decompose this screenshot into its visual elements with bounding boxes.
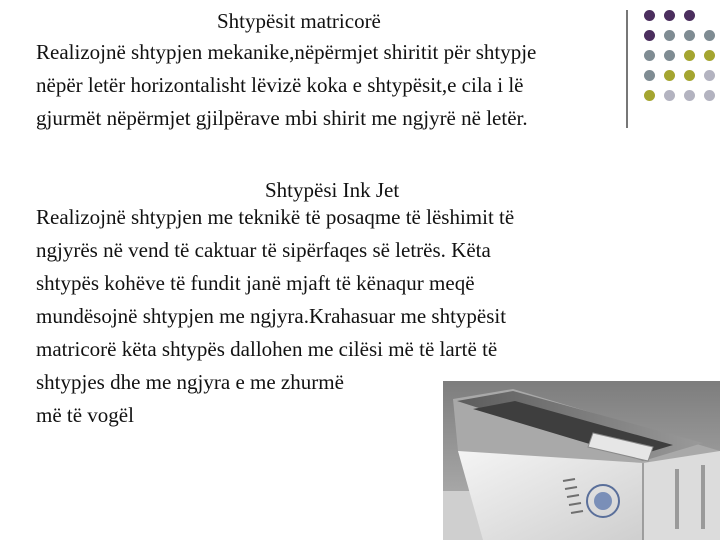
section1-line: nëpër letër horizontalisht lëvizë koka e shtypësit,e cila i lë (36, 73, 524, 97)
decor-dot (684, 30, 695, 41)
divider-line (626, 10, 628, 128)
decor-dot (644, 90, 655, 101)
decor-dot (664, 90, 675, 101)
decor-dot (644, 30, 655, 41)
decor-dot (684, 50, 695, 61)
decor-dot (704, 50, 715, 61)
decor-dot (704, 90, 715, 101)
section2-line: Realizojnë shtypjen me teknikë të posaqme të lëshimit të (36, 205, 515, 229)
printer-illustration (443, 381, 720, 540)
section2-line: matricorë këta shtypës dallohen me cilësi më të lartë të (36, 337, 498, 361)
decor-dot (644, 50, 655, 61)
section2-line: mundësojnë shtypjen me ngjyra.Krahasuar me shtypësit (36, 304, 507, 328)
decor-dot (664, 30, 675, 41)
printer-photo (443, 381, 720, 540)
section1-line: Realizojnë shtypjen mekanike,nëpërmjet shiritit për shtypje (36, 40, 537, 64)
section1-heading: Shtypësit matricorë (217, 9, 381, 33)
section2-line: më të vogël (36, 403, 134, 427)
decor-dot (684, 90, 695, 101)
decor-dot (644, 70, 655, 81)
decor-dot (704, 30, 715, 41)
decor-dot (704, 70, 715, 81)
section1-body (36, 36, 536, 135)
section1-line: gjurmët nëpërmjet gjilpërave mbi shirit me ngjyrë në letër. (36, 106, 528, 130)
section2-line: ngjyrës në vend të caktuar të sipërfaqes së letrës. Këta (36, 238, 491, 262)
section2-line: shtypës kohëve të fundit janë mjaft të kënaqur meqë (36, 271, 475, 295)
decor-dot (644, 10, 655, 21)
decor-dot (664, 70, 675, 81)
dot-grid-decoration (642, 10, 720, 120)
decor-dot (664, 50, 675, 61)
section2-line: shtypjes dhe me ngjyra e me zhurmë (36, 370, 344, 394)
decor-dot (684, 70, 695, 81)
section2-heading: Shtypësi Ink Jet (265, 178, 400, 202)
decor-dot (684, 10, 695, 21)
decor-dot (664, 10, 675, 21)
